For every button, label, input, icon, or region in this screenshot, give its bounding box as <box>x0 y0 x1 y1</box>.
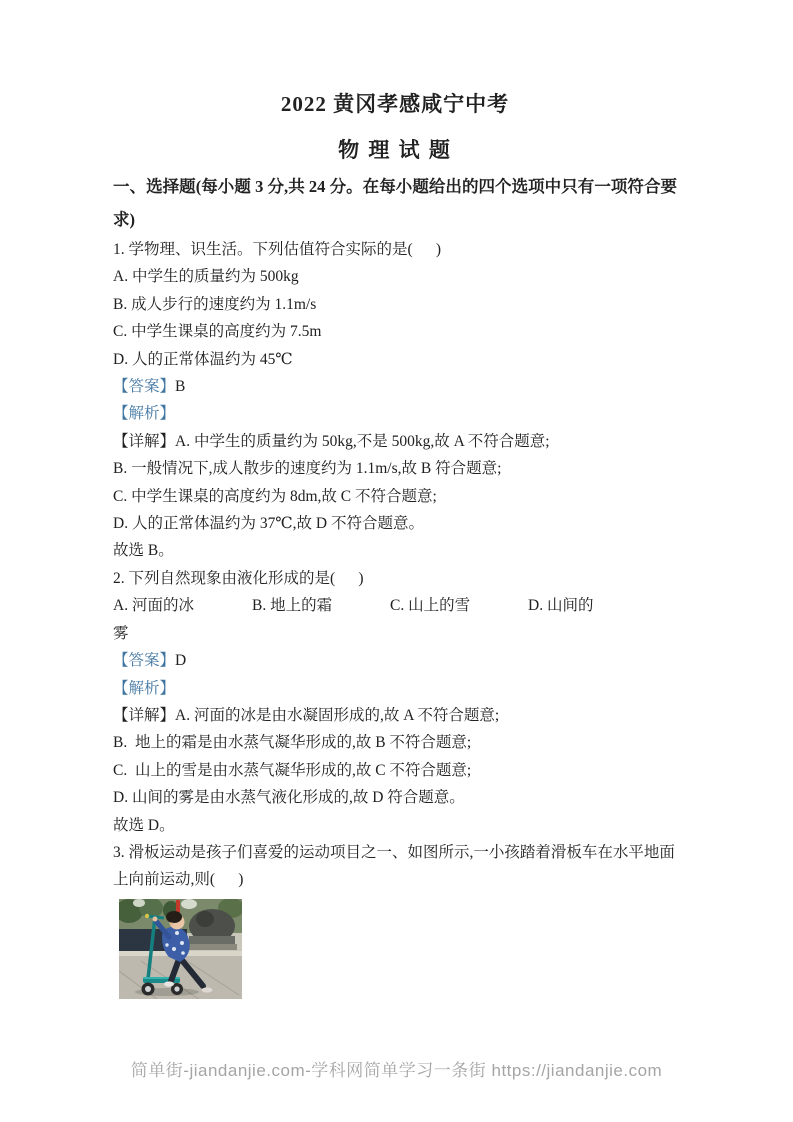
q2-detail-c: C. 山上的雪是由水蒸气凝华形成的,故 C 不符合题意; <box>113 761 472 779</box>
q1-detail-a: 【详解】A. 中学生的质量约为 50kg,不是 500kg,故 A 不符合题意; <box>113 432 550 450</box>
q2-option-b: B. 地上的霜 <box>252 597 333 615</box>
q2-answer-value: D <box>175 652 187 670</box>
q3-stem: 3. 滑板运动是孩子们喜爱的运动项目之一、如图所示,一小孩踏着滑板车在水平地面上向前运动,则( ) <box>113 843 675 889</box>
q1-analysis-label: 【解析】 <box>113 405 176 423</box>
q2-detail-a: 【详解】A. 河面的冰是由水凝固形成的,故 A 不符合题意; <box>113 706 500 724</box>
q1-detail-c: C. 中学生课桌的高度约为 8dm,故 C 不符合题意; <box>113 487 437 505</box>
q2-analysis-line <box>113 675 677 702</box>
q2-option-a: A. 河面的冰 <box>113 597 194 615</box>
q1-option-c: C. 中学生课桌的高度约为 7.5m <box>113 323 322 341</box>
q2-detail-b: B. 地上的霜是由水蒸气凝华形成的,故 B 不符合题意; <box>113 734 472 752</box>
document-page <box>113 88 677 999</box>
q2-stem: 2. 下列自然现象由液化形成的是( ) <box>113 569 364 587</box>
q2-answer-label: 【答案】 <box>113 652 176 670</box>
q1-detail-d: D. 人的正常体温约为 37℃,故 D 不符合题意。 <box>113 515 424 533</box>
q2-conclusion: 故选 D。 <box>113 816 175 834</box>
child-on-scooter-photo <box>119 899 242 999</box>
q1-stem: 1. 学物理、识生活。下列估值符合实际的是( ) <box>113 241 442 258</box>
footer-watermark: 简单街-jiandanjie.com-学科网简单学习一条街 https://jiandanjie.com <box>130 1061 663 1080</box>
doc-title: 2022 黄冈孝感咸宁中考 <box>280 92 510 116</box>
q1-option-b: B. 成人步行的速度约为 1.1m/s <box>113 295 317 313</box>
q2-detail-d: D. 山间的雾是由水蒸气液化形成的,故 D 符合题意。 <box>113 789 465 807</box>
q2-options-row <box>113 592 677 619</box>
q1-analysis-line <box>113 400 677 427</box>
q2-option-d: D. 山间的 <box>528 597 594 615</box>
q1-answer-line <box>113 373 677 400</box>
q2-option-d-wrap: 雾 <box>113 624 129 642</box>
doc-subtitle: 物 理 试 题 <box>338 138 452 162</box>
q1-detail-b: B. 一般情况下,成人散步的速度约为 1.1m/s,故 B 符合题意; <box>113 460 502 478</box>
q1-conclusion: 故选 B。 <box>113 542 174 560</box>
q1-option-a: A. 中学生的质量约为 500kg <box>113 268 299 286</box>
q1-answer-value: B <box>175 378 186 396</box>
q2-analysis-label: 【解析】 <box>113 679 176 697</box>
q2-answer-line <box>113 647 677 674</box>
q1-answer-label: 【答案】 <box>113 378 176 396</box>
q1-option-d: D. 人的正常体温约为 45℃ <box>113 350 293 368</box>
q2-option-c: C. 山上的雪 <box>390 597 471 615</box>
section-heading: 一、选择题(每小题 3 分,共 24 分。在每小题给出的四个选项中只有一项符合要求) <box>113 177 677 229</box>
